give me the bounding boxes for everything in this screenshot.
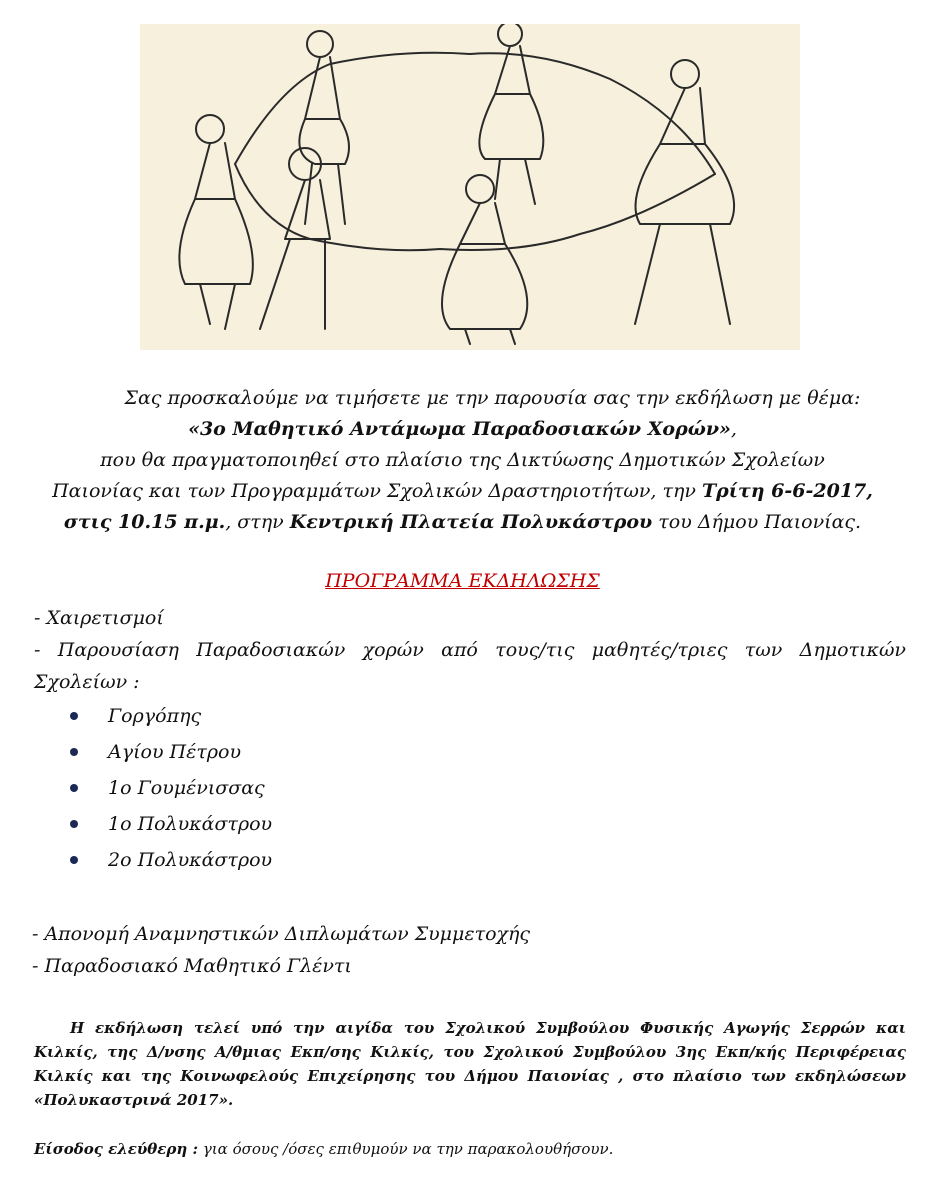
invitation-line-5 bbox=[0, 507, 925, 538]
auspices-text: Η εκδήλωση τελεί υπό την αιγίδα του Σχολικού Συμβούλου Φυσικής Αγωγής Σερρών και Κιλκίς, της Δ/νσης Α/θμιας Εκπ/σης Κιλκίς, του Σχολικού Συμβούλου 3ης Εκπ/κής Περιφέρειας Κιλκίς και της Κοινωφελούς Επιχείρησης του Δήμου Παιονίας , στο πλαίσιο των εκδηλώσεων «Πολυκαστρινά 2017». bbox=[34, 1019, 906, 1109]
event-time: στις 10.15 π.μ. bbox=[63, 511, 226, 533]
school-name: 2ο Πολυκάστρου bbox=[108, 849, 273, 871]
invitation-line-4-text: Παιονίας και των Προγραμμάτων Σχολικών Δραστηριοτήτων, την bbox=[52, 480, 702, 502]
entry-label: Είσοδος ελεύθερη : bbox=[34, 1140, 199, 1158]
school-name: 1ο Γουμένισσας bbox=[108, 777, 265, 799]
school-name: 1ο Πολυκάστρου bbox=[108, 813, 273, 835]
program-party: - Παραδοσιακό Μαθητικό Γλέντι bbox=[32, 955, 352, 977]
bullet-icon bbox=[70, 748, 78, 756]
program-greetings: - Χαιρετισμοί bbox=[34, 607, 164, 629]
program-presentation: - Παρουσίαση Παραδοσιακών χορών από τους/τις μαθητές/τριες των Δημοτικών Σχολείων : bbox=[34, 639, 906, 693]
invitation-line-4 bbox=[0, 476, 925, 507]
invitation-text bbox=[0, 383, 925, 538]
bullet-icon bbox=[70, 784, 78, 792]
program-awards: - Απονομή Αναμνηστικών Διπλωμάτων Συμμετοχής bbox=[32, 923, 531, 945]
list-item bbox=[70, 734, 906, 770]
invitation-line-5-end: του Δήμου Παιονίας. bbox=[652, 511, 862, 533]
program-heading: ΠΡΟΓΡΑΜΜΑ ΕΚΔΗΛΩΣΗΣ bbox=[325, 570, 600, 592]
program-closing bbox=[32, 918, 925, 982]
event-place: Κεντρική Πλατεία Πολυκάστρου bbox=[289, 511, 653, 533]
invitation-line-5-mid: , στην bbox=[225, 511, 290, 533]
entry-text: για όσους /όσες επιθυμούν να την παρακολουθήσουν. bbox=[198, 1140, 614, 1158]
invitation-line-1: Σας προσκαλούμε να τιμήσετε με την παρουσία σας την εκδήλωση με θέμα: bbox=[124, 387, 861, 409]
school-name: Αγίου Πέτρου bbox=[108, 741, 241, 763]
event-title: «3ο Μαθητικό Αντάμωμα Παραδοσιακών Χορών» bbox=[188, 418, 731, 440]
folk-dancers-circle-illustration bbox=[140, 24, 800, 350]
program-list bbox=[34, 602, 906, 878]
invitation-line-3: που θα πραγματοποιηθεί στο πλαίσιο της Δικτύωσης Δημοτικών Σχολείων bbox=[100, 449, 825, 471]
entry-note bbox=[34, 1140, 925, 1158]
bullet-icon bbox=[70, 820, 78, 828]
school-name: Γοργόπης bbox=[108, 705, 202, 727]
list-item bbox=[70, 770, 906, 806]
list-item bbox=[70, 842, 906, 878]
dancers-drawing bbox=[140, 24, 800, 350]
schools-list bbox=[34, 698, 906, 878]
list-item bbox=[70, 698, 906, 734]
bullet-icon bbox=[70, 856, 78, 864]
auspices-note bbox=[34, 1016, 906, 1112]
event-date: Τρίτη 6-6-2017, bbox=[702, 480, 873, 502]
event-title-line bbox=[0, 414, 925, 445]
bullet-icon bbox=[70, 712, 78, 720]
event-title-comma: , bbox=[730, 418, 737, 440]
list-item bbox=[70, 806, 906, 842]
